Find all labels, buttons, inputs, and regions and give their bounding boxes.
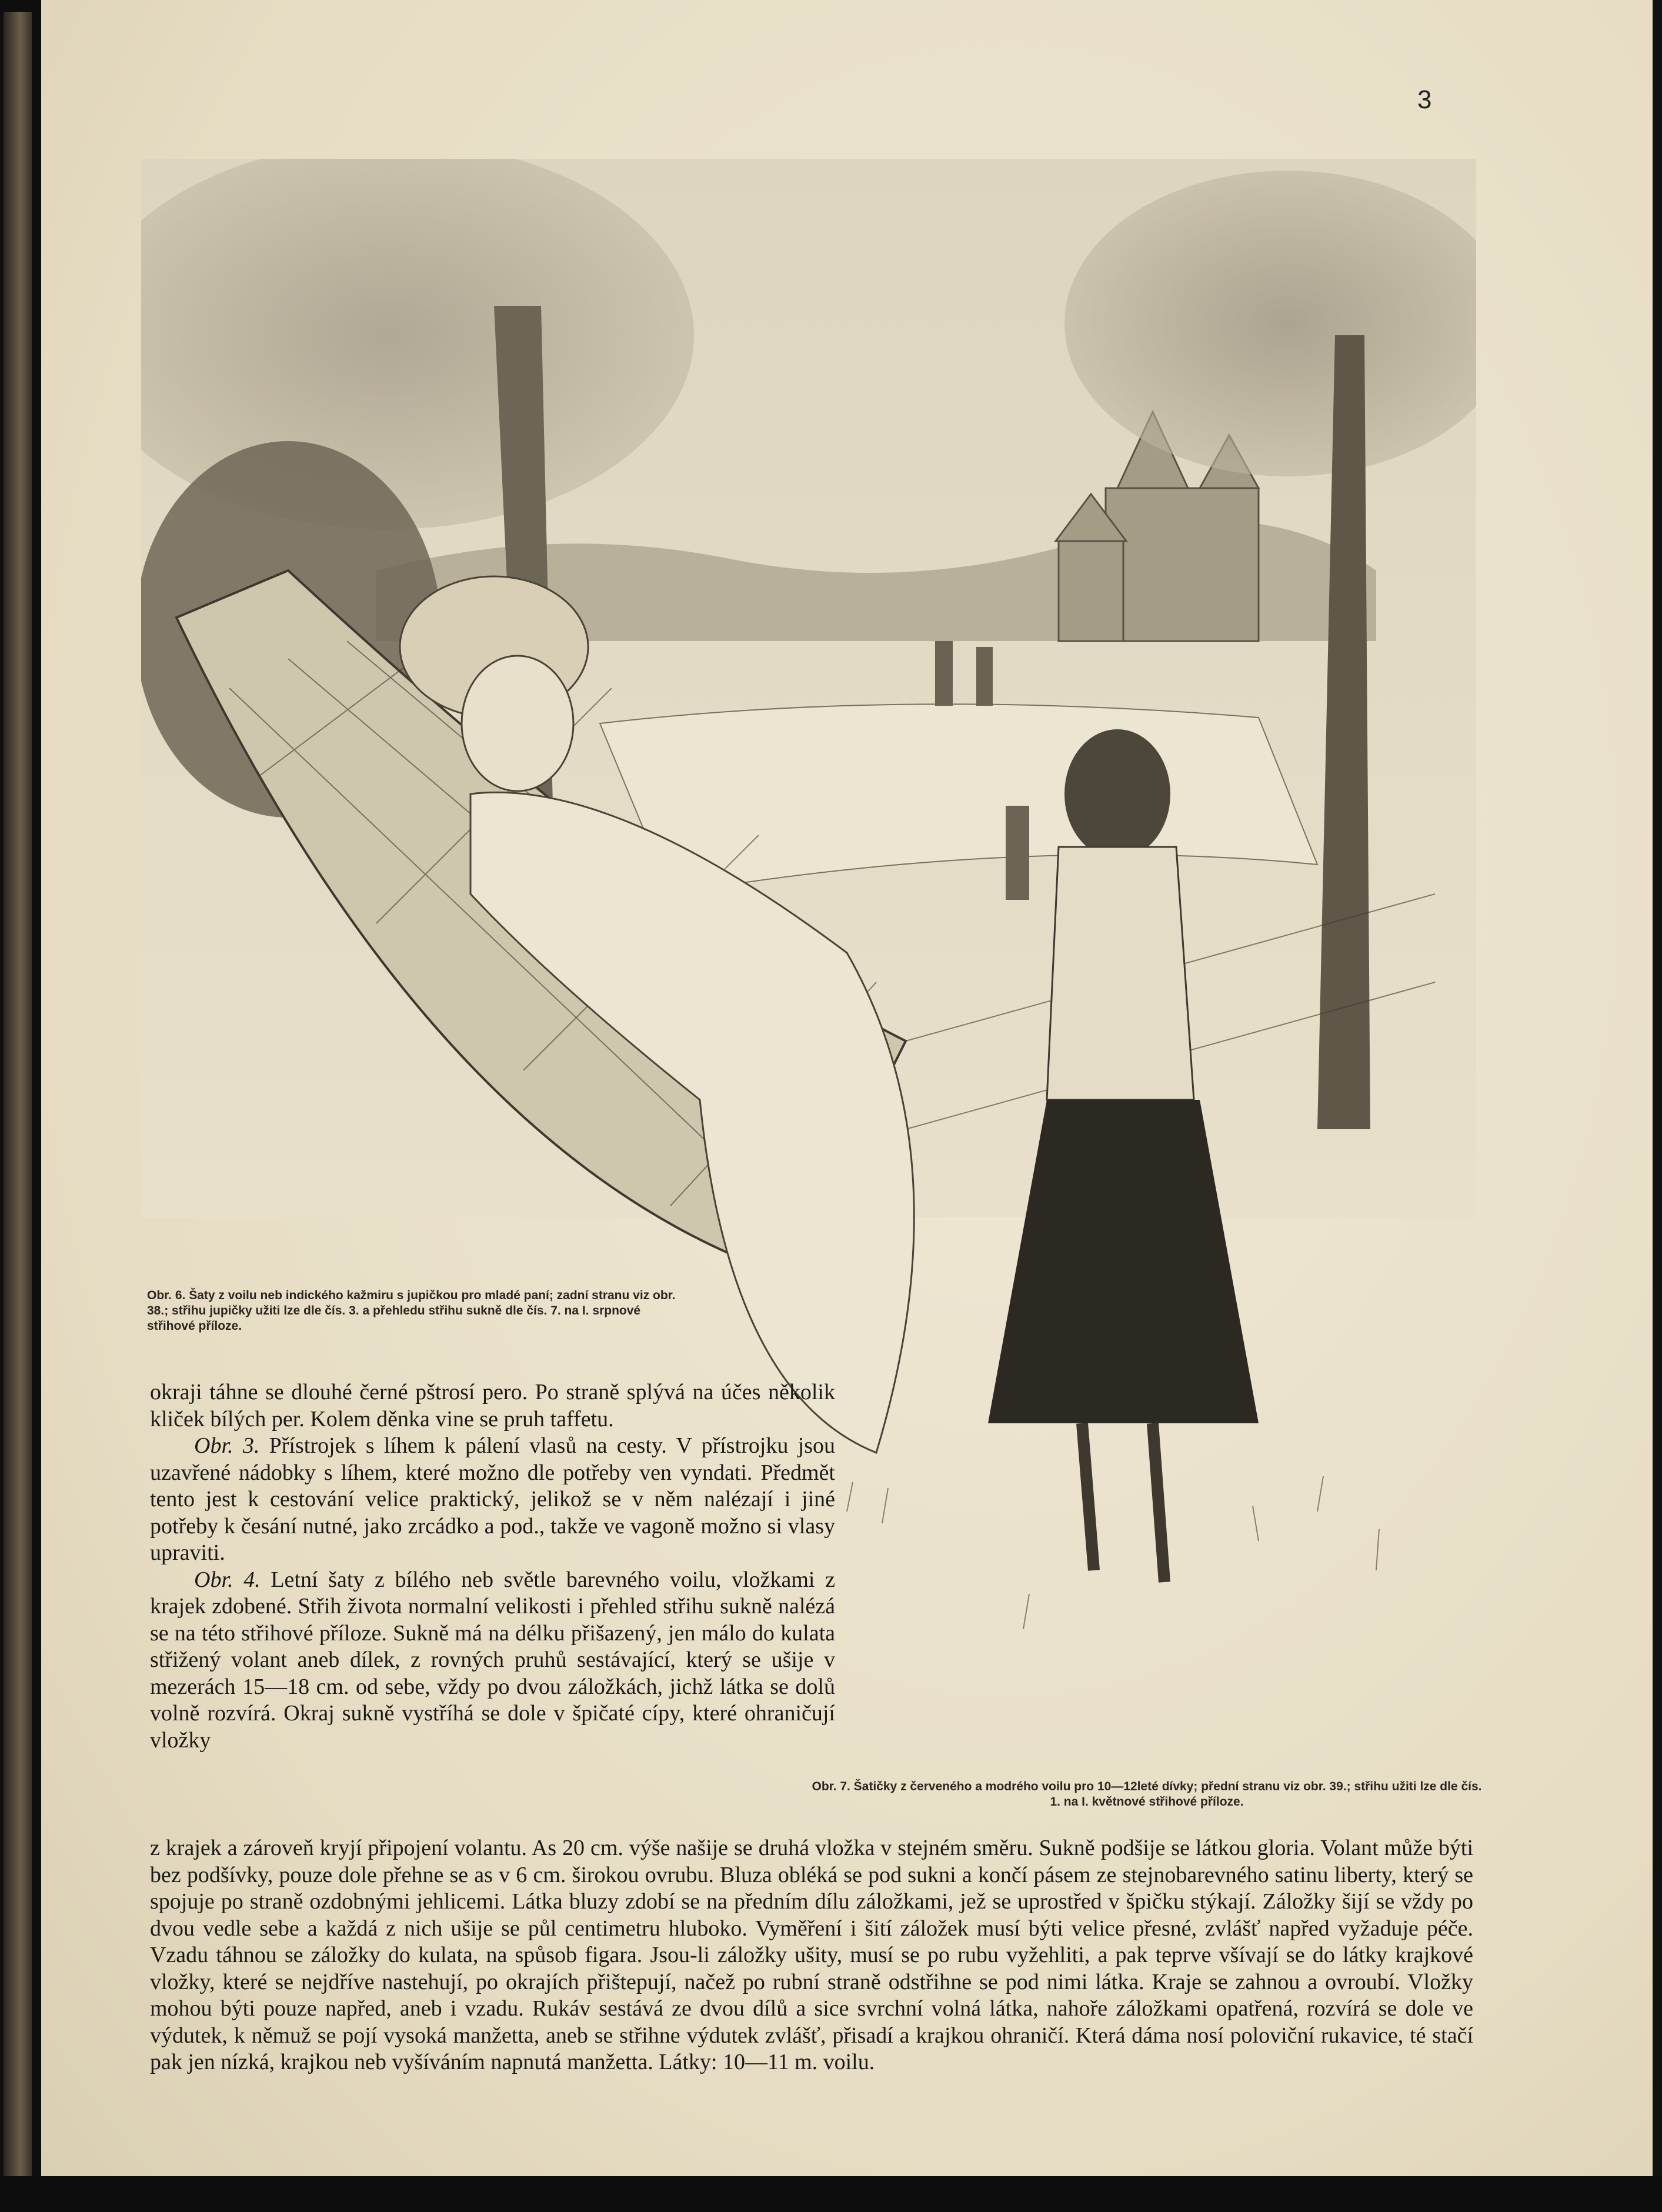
magazine-page	[41, 0, 1653, 2176]
obr4-label: Obr. 4.	[194, 1567, 261, 1592]
continuation-paragraph: z krajek a zároveň kryjí připojení volantu. As 20 cm. výše našije se druhá vložka v stejném směru. Sukně podšije se látkou gloria. Volant může býti bez podšívky, pouze dole přehne se as v 6 cm. širokou ovrubu. Bluza obléká se pod sukni a končí pásem ze stejnobarevného satinu liberty, který se spojuje po straně ozdobnými jehlicemi. Látka bluzy zdobí se na předním dílu záložkami, jež se uprostřed v špičku stýkají. Záložky šijí se vždy po dvou vedle sebe a každá z nich ušije se půl centimetru hluboko. Vyměření i šití záložek musí býti velice přesné, zvlášť napřed vyžaduje péče. Vzadu táhnou se záložky do kulata, na spůsob figara. Jsou-li záložky ušity, musí se po rubu vyžehliti, a pak teprve všívají se do látky krajkové vložky, které se nejdříve nastehují, po okrajích přištepují, načež po rubní straně odstřihne se pod nimi látka. Kraje se zahnou a ovroubí. Vložky mohou býti pouze napřed, aneb i vzadu. Rukáv sestává ze dvou dílů a sice svrchní volná látka, nahoře záložkami opatřená, rozvírá se dole ve výdutek, k němuž se pojí vysoká manžetta, aneb se střihne výdutek zvlášť, přisadí a krajkou ohraničí. Která dáma nosí poloviční rukavice, té stačí pak jen nízká, krajkou neb vyšíváním napnutá manžetta. Látky: 10—11 m. voilu.	[150, 1836, 1473, 2074]
intro-paragraph: okraji táhne se dlouhé černé pštrosí pero. Po straně splývá na účes několik kliček bílých per. Kolem děnka vine se pruh taffetu.	[150, 1380, 835, 1432]
scan-bottom-edge	[0, 2176, 1662, 2212]
caption-figure-7: Obr. 7. Šatičky z červeného a modrého voilu pro 10—12leté dívky; přední stranu viz obr. 39.; střihu užiti lze dle čís. 1. na I. květnové střihové příloze.	[812, 1780, 1482, 1809]
paragraph-obr3	[150, 1433, 835, 1567]
grass-strokes	[847, 1476, 1379, 1629]
full-width-text	[150, 1835, 1473, 2076]
caption-figure-6: Obr. 6. Šaty z voilu neb indického kažmiru s jupičkou pro mladé paní; zadní stranu viz obr. 38.; střihu jupičky užiti lze dle čís. 3. a přehledu střihu sukně dle čís. 7. na I. srpnové střihové příloze.	[147, 1289, 676, 1333]
obr3-label: Obr. 3.	[194, 1433, 260, 1458]
paragraph-obr4	[150, 1567, 835, 1754]
left-text-column	[150, 1379, 835, 1754]
obr4-text: Letní šaty z bílého neb světle barevného voilu, vložkami z krajek zdobené. Střih života normalní velikosti i přehled střihu sukně nalézá se na této střihové příloze. Sukně má na délku přišazený, jen málo do kulata střižený volant aneb dílek, z rovných pruhů sestávající, který se ušije v mezerách 15—18 cm. od sebe, vždy po dvou záložkách, jichž látka se dolů volně rozvírá. Okraj sukně vystříhá se dole v špičaté cípy, které ohraničují vložky	[150, 1567, 836, 1753]
previous-page-edge	[4, 12, 32, 2200]
obr3-text: Přístrojek s líhem k pálení vlasů na cesty. V přístrojku jsou uzavřené nádobky s líhem, které možno dle potřeby ven vyndati. Předmět tento jest k cestování velice praktický, jelikož se v něm nalézají i jiné potřeby k česání nutné, jako zrcádko a pod., takže ve vagoně možno si vlasy upraviti.	[150, 1433, 835, 1565]
siphon-bottle	[1006, 806, 1029, 900]
book-binding	[0, 0, 41, 2212]
page-number: 3	[1417, 85, 1432, 114]
